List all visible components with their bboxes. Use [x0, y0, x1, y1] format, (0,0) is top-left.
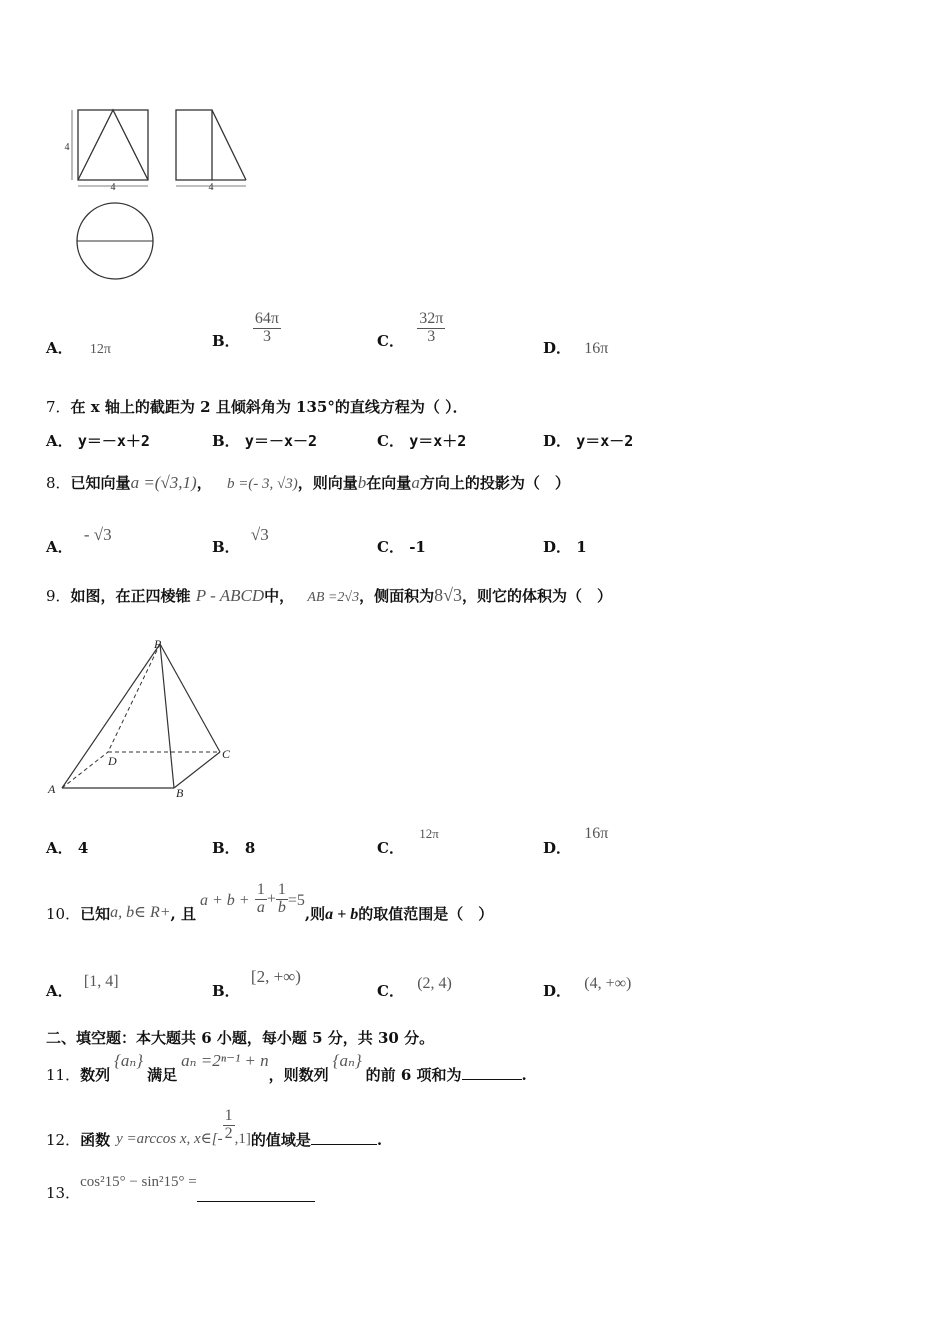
- q10-option-a[interactable]: A． [1, 4]: [46, 973, 119, 1000]
- q10-option-b[interactable]: B． [2, +∞): [212, 967, 301, 1000]
- q6-option-b[interactable]: B． $\frac{64\pi}{3}$: [212, 310, 279, 351]
- front-view-triangle: [78, 110, 148, 180]
- q8-option-d[interactable]: D． 1: [543, 538, 587, 556]
- q8-option-a[interactable]: A． - √3: [46, 525, 112, 556]
- front-view-square: [78, 110, 148, 180]
- q7-option-b[interactable]: B． y＝－x－2: [212, 432, 318, 450]
- side-view-rect: [176, 110, 212, 180]
- q7-option-d[interactable]: D． y＝x－2: [543, 432, 634, 450]
- front-width-label: 4: [110, 182, 116, 193]
- q10-option-d[interactable]: D． (4, +∞): [543, 975, 632, 1000]
- q7-option-c[interactable]: C． y＝x＋2: [377, 432, 467, 450]
- section2-title: 二、填空题：本大题共 6 小题，每小题 5 分，共 30 分。: [46, 1029, 435, 1047]
- q8-option-b[interactable]: B． √3: [212, 525, 269, 556]
- side-width-label: 4: [208, 182, 214, 193]
- q8-stem: 8．已知向量a =(√3,1)， b =(- 3, √3)，则向量b在向量a方向上的投影为（ ）: [46, 473, 570, 492]
- q9-option-d[interactable]: D． 16π: [543, 825, 609, 857]
- q10-stem: 10．已知a, b∈ R+, 且a + b + $\frac{1}{a}$ + $\frac{1}{b}$ =5,则a + b的取值范围是（ ）: [46, 881, 494, 924]
- q12-stem: 12．函数 y =arccos x, x∈[- $\frac{1}{2}$ ,1]的值域是 .: [46, 1107, 383, 1150]
- q6-option-c[interactable]: C． $\frac{32\pi}{3}$: [377, 310, 444, 351]
- q9-option-b[interactable]: B． 8: [212, 839, 256, 857]
- q6-option-d[interactable]: D． 16π: [543, 339, 609, 357]
- q9-stem: 9．如图，在正四棱锥 P - ABCD中， AB =2√3，侧面积为8√3，则它的体积为（ ）: [46, 585, 613, 605]
- q12-answer-blank[interactable]: [311, 1144, 377, 1145]
- front-height-label: 4: [64, 142, 70, 153]
- q9-option-a[interactable]: A． 4: [46, 839, 89, 857]
- label-P: P: [154, 637, 162, 651]
- q11-answer-blank[interactable]: [462, 1079, 522, 1080]
- three-view-figure: [48, 100, 268, 290]
- label-A: A: [48, 782, 56, 796]
- q9-option-c[interactable]: C． 12π: [377, 826, 439, 857]
- label-D: D: [108, 754, 117, 768]
- label-C: C: [222, 747, 231, 761]
- q11-stem: 11．数列{aₙ}满足aₙ =2ⁿ⁻¹ + n，则数列{aₙ}的前 6 项和为 .: [46, 1051, 527, 1084]
- q7-stem: 7．在 x 轴上的截距为 2 且倾斜角为 135°的直线方程为（ ）．: [46, 398, 468, 416]
- q7-option-a[interactable]: A． y＝－x＋2: [46, 432, 150, 450]
- label-B: B: [176, 786, 184, 800]
- q8-option-c[interactable]: C． -1: [377, 538, 426, 556]
- q10-option-c[interactable]: C． (2, 4): [377, 975, 452, 1000]
- q13-stem: 13．cos²15° − sin²15° =: [46, 1170, 315, 1191]
- pyramid-figure: [44, 632, 244, 804]
- q13-answer-blank[interactable]: [197, 1201, 315, 1202]
- q6-option-a[interactable]: A． 12π: [46, 339, 111, 357]
